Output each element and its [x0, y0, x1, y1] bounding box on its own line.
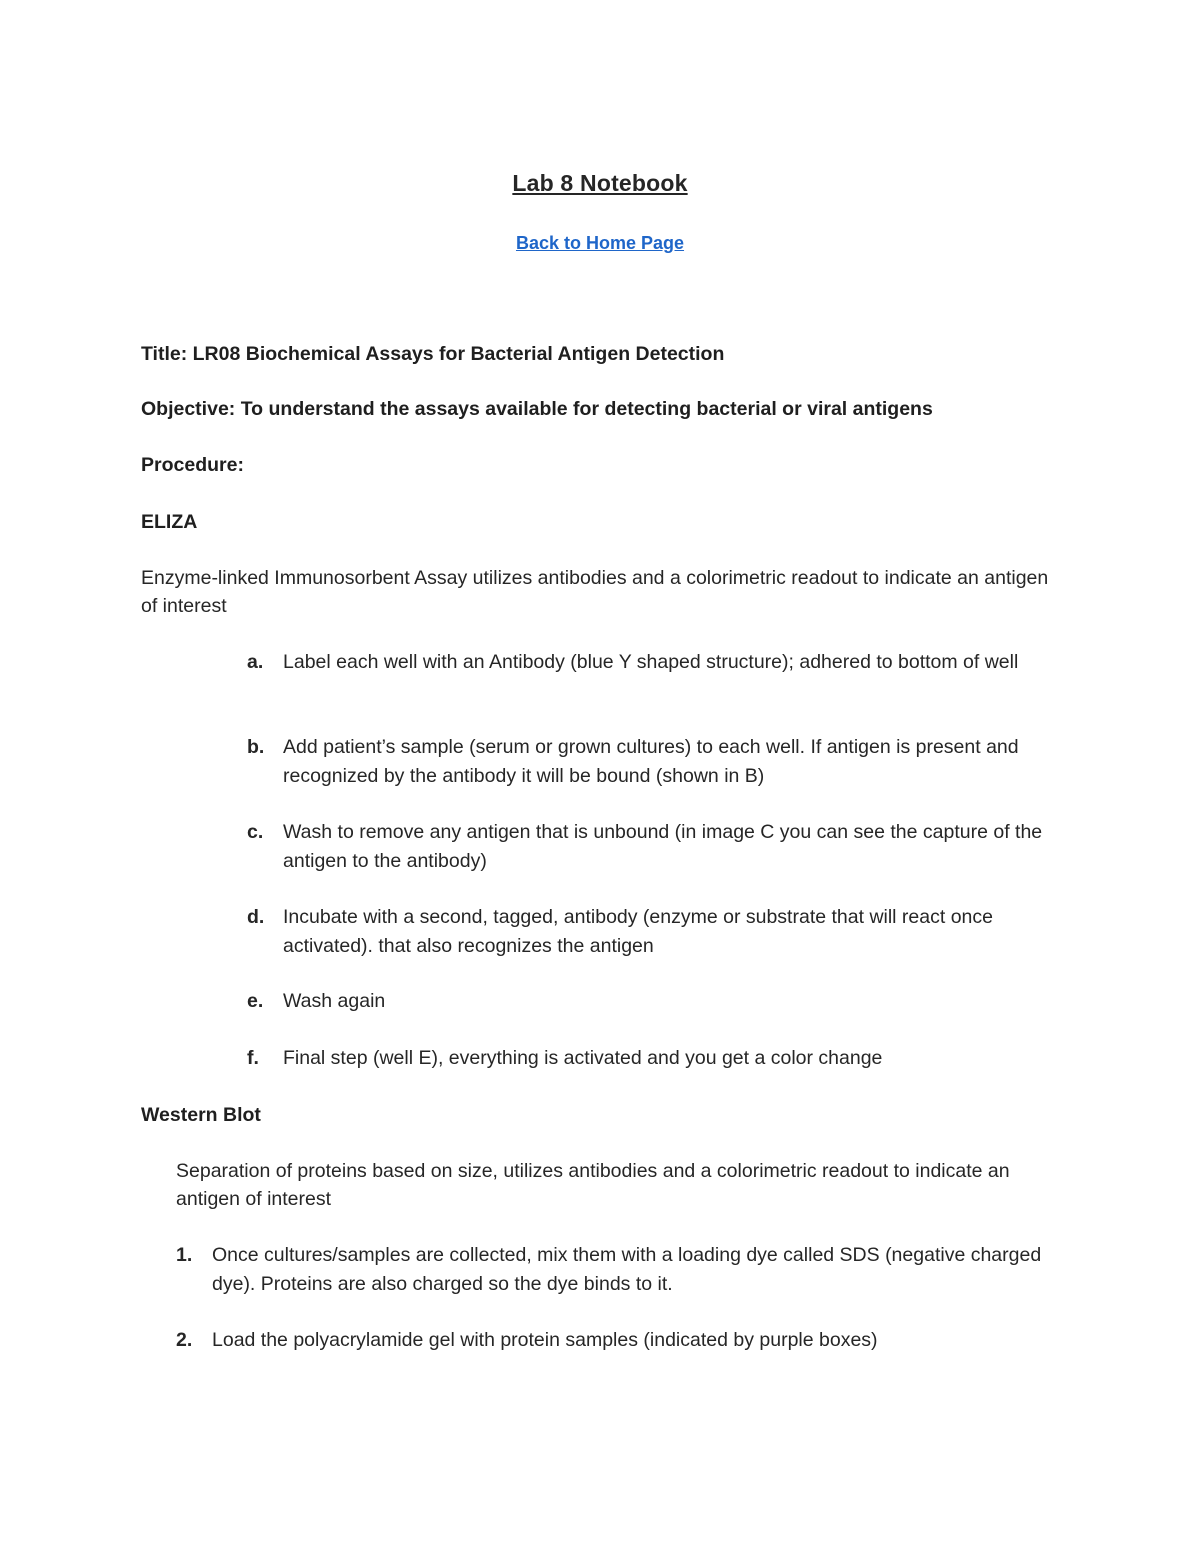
step-text: Once cultures/samples are collected, mix them with a loading dye called SDS (negative charged dye). Proteins are also charged so the dye binds to it.: [212, 1244, 1042, 1295]
eliza-step: [247, 903, 1067, 961]
back-to-home-link[interactable]: Back to Home Page: [515, 233, 685, 253]
step-text: Final step (well E), everything is activated and you get a color change: [283, 1047, 883, 1069]
western-blot-step: [176, 1326, 1056, 1355]
step-text: Label each well with an Antibody (blue Y shaped structure); adhered to bottom of well: [283, 651, 1019, 673]
eliza-step: [247, 818, 1067, 876]
step-text: Wash to remove any antigen that is unbound (in image C you can see the capture of the antigen to the antibody): [283, 821, 1043, 872]
eliza-step: [247, 648, 1067, 677]
step-marker: d.: [247, 906, 265, 928]
eliza-step: [247, 987, 1067, 1016]
step-text: Add patient’s sample (serum or grown cultures) to each well. If antigen is present and recognized by the antibody it will be bound (shown in B): [283, 736, 1019, 787]
step-marker: c.: [247, 821, 264, 843]
step-marker: a.: [247, 651, 264, 673]
step-marker: e.: [247, 990, 264, 1012]
objective-line: Objective: To understand the assays available for detecting bacterial or viral antigens: [141, 398, 933, 420]
eliza-step: [247, 733, 1067, 791]
step-text: Load the polyacrylamide gel with protein samples (indicated by purple boxes): [212, 1329, 878, 1351]
step-marker: b.: [247, 736, 265, 758]
western-blot-heading: Western Blot: [141, 1104, 261, 1126]
western-blot-intro: Separation of proteins based on size, utilizes antibodies and a colorimetric readout to indicate an antigen of interest: [176, 1160, 1010, 1210]
western-blot-step: [176, 1241, 1056, 1299]
step-marker: 1.: [176, 1244, 193, 1266]
page-title: Lab 8 Notebook: [512, 170, 688, 196]
step-text: Wash again: [283, 990, 386, 1012]
step-text: Incubate with a second, tagged, antibody (enzyme or substrate that will react once activated). that also recognizes the antigen: [283, 906, 993, 957]
step-marker: f.: [247, 1047, 259, 1069]
procedure-label: Procedure:: [141, 454, 244, 476]
eliza-step: [247, 1044, 1067, 1073]
eliza-intro: Enzyme-linked Immunosorbent Assay utilizes antibodies and a colorimetric readout to indicate an antigen of interest: [141, 567, 1049, 617]
lab-title-line: Title: LR08 Biochemical Assays for Bacterial Antigen Detection: [141, 343, 725, 365]
step-marker: 2.: [176, 1329, 193, 1351]
eliza-heading: ELIZA: [141, 511, 198, 533]
